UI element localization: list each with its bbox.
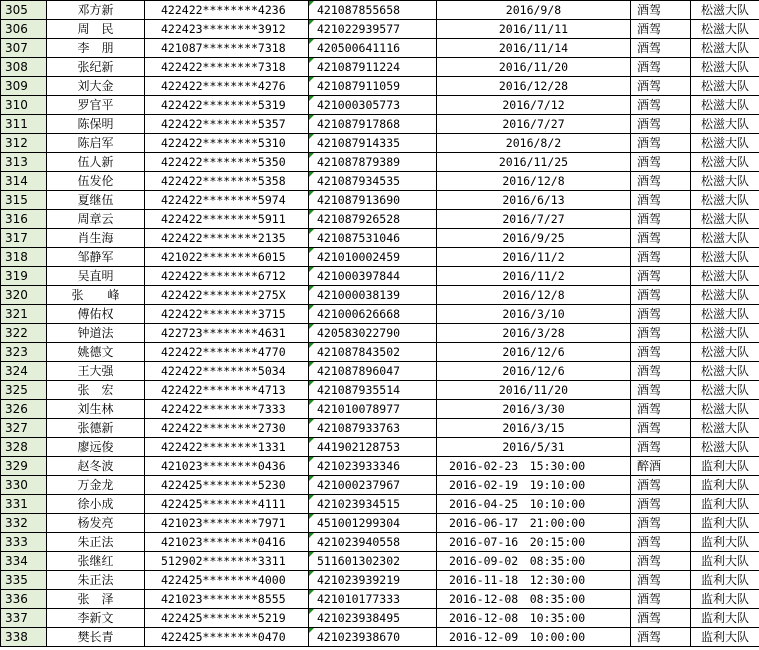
violation-type-cell[interactable]: 酒驾 [631,77,691,96]
name-cell[interactable]: 姚德文 [47,343,145,362]
unit-cell[interactable]: 松滋大队 [691,191,759,210]
name-cell[interactable]: 夏继伍 [47,191,145,210]
id-number-cell[interactable]: 422422********275X [145,286,309,305]
id-number-cell[interactable]: 422422********7333 [145,400,309,419]
unit-cell[interactable]: 监利大队 [691,533,759,552]
date-cell[interactable]: 2016/3/28 [437,324,631,343]
name-cell[interactable]: 周 民 [47,20,145,39]
unit-cell[interactable]: 监利大队 [691,476,759,495]
date-cell[interactable]: 2016/5/31 [437,438,631,457]
name-cell[interactable]: 刘大金 [47,77,145,96]
unit-cell[interactable]: 松滋大队 [691,248,759,267]
row-number-cell[interactable]: 325 [1,381,47,400]
row-number-cell[interactable]: 305 [1,1,47,20]
name-cell[interactable]: 张 泽 [47,590,145,609]
id-number-cell[interactable]: 512902********3311 [145,552,309,571]
row-number-cell[interactable]: 321 [1,305,47,324]
unit-cell[interactable]: 松滋大队 [691,20,759,39]
table-row [1,77,759,96]
violation-type-cell[interactable]: 酒驾 [631,134,691,153]
unit-cell[interactable]: 监利大队 [691,590,759,609]
record-number-cell[interactable]: 421087917868 [309,115,437,134]
unit-cell[interactable]: 松滋大队 [691,96,759,115]
unit-cell[interactable]: 松滋大队 [691,210,759,229]
record-number-cell[interactable]: 421000038139 [309,286,437,305]
id-number-cell[interactable]: 422425********0470 [145,628,309,647]
row-number-cell[interactable]: 331 [1,495,47,514]
date-cell[interactable]: 2016/7/27 [437,115,631,134]
date-cell[interactable]: 2016/12/6 [437,343,631,362]
violation-type-cell[interactable]: 酒驾 [631,153,691,172]
row-number-cell[interactable]: 307 [1,39,47,58]
name-cell[interactable]: 钟道法 [47,324,145,343]
record-number-cell[interactable]: 421087879389 [309,153,437,172]
violation-type-cell[interactable]: 酒驾 [631,191,691,210]
id-number-cell[interactable]: 422422********1331 [145,438,309,457]
name-cell[interactable]: 伍发伦 [47,172,145,191]
name-cell[interactable]: 徐小成 [47,495,145,514]
date-cell[interactable]: 2016-11-18 12:30:00 [437,571,631,590]
table-row [1,457,759,476]
unit-cell[interactable]: 松滋大队 [691,324,759,343]
table-row [1,172,759,191]
table-row [1,628,759,647]
unit-cell[interactable]: 松滋大队 [691,343,759,362]
row-number-cell[interactable]: 323 [1,343,47,362]
row-number-cell[interactable]: 327 [1,419,47,438]
name-cell[interactable]: 傅佑权 [47,305,145,324]
record-number-cell[interactable]: 451001299304 [309,514,437,533]
row-number-cell[interactable]: 328 [1,438,47,457]
unit-cell[interactable]: 松滋大队 [691,362,759,381]
row-number-cell[interactable]: 318 [1,248,47,267]
violation-type-cell[interactable]: 酒驾 [631,476,691,495]
table-row [1,476,759,495]
id-number-cell[interactable]: 422422********5319 [145,96,309,115]
unit-cell[interactable]: 松滋大队 [691,172,759,191]
name-cell[interactable]: 刘生林 [47,400,145,419]
violation-type-cell[interactable]: 酒驾 [631,96,691,115]
violation-type-cell[interactable]: 酒驾 [631,552,691,571]
row-number-cell[interactable]: 333 [1,533,47,552]
name-cell[interactable]: 邹静军 [47,248,145,267]
id-number-cell[interactable]: 422422********4276 [145,77,309,96]
record-number-cell[interactable]: 421010177333 [309,590,437,609]
unit-cell[interactable]: 松滋大队 [691,286,759,305]
id-number-cell[interactable]: 422422********5911 [145,210,309,229]
id-number-cell[interactable]: 422422********4770 [145,343,309,362]
violation-type-cell[interactable]: 酒驾 [631,609,691,628]
table-row [1,362,759,381]
date-cell[interactable]: 2016/12/6 [437,362,631,381]
unit-cell[interactable]: 松滋大队 [691,400,759,419]
date-cell[interactable]: 2016/11/2 [437,267,631,286]
name-cell[interactable]: 张德新 [47,419,145,438]
unit-cell[interactable]: 松滋大队 [691,1,759,20]
violation-type-cell[interactable]: 酒驾 [631,286,691,305]
table-row [1,153,759,172]
table-row [1,552,759,571]
name-cell[interactable]: 李 朋 [47,39,145,58]
unit-cell[interactable]: 监利大队 [691,495,759,514]
date-cell[interactable]: 2016/11/2 [437,248,631,267]
id-number-cell[interactable]: 422422********5310 [145,134,309,153]
date-cell[interactable]: 2016/11/14 [437,39,631,58]
violation-type-cell[interactable]: 酒驾 [631,438,691,457]
violation-type-cell[interactable]: 酒驾 [631,20,691,39]
id-number-cell[interactable]: 422425********4000 [145,571,309,590]
record-number-cell[interactable]: 421087933763 [309,419,437,438]
table-row [1,229,759,248]
violation-type-cell[interactable]: 酒驾 [631,419,691,438]
violation-type-cell[interactable]: 酒驾 [631,248,691,267]
record-number-cell[interactable]: 441902128753 [309,438,437,457]
row-number-cell[interactable]: 320 [1,286,47,305]
id-number-cell[interactable]: 421023********8555 [145,590,309,609]
row-number-cell[interactable]: 336 [1,590,47,609]
record-number-cell[interactable]: 421087913690 [309,191,437,210]
date-cell[interactable]: 2016-06-17 21:00:00 [437,514,631,533]
violation-type-cell[interactable]: 酒驾 [631,343,691,362]
row-number-cell[interactable]: 326 [1,400,47,419]
unit-cell[interactable]: 松滋大队 [691,153,759,172]
record-number-cell[interactable]: 420500641116 [309,39,437,58]
row-number-cell[interactable]: 334 [1,552,47,571]
violation-type-cell[interactable]: 醉酒 [631,457,691,476]
row-number-cell[interactable]: 310 [1,96,47,115]
name-cell[interactable]: 周章云 [47,210,145,229]
table-row [1,438,759,457]
row-number-cell[interactable]: 306 [1,20,47,39]
date-cell[interactable]: 2016/11/20 [437,381,631,400]
table-row [1,134,759,153]
row-number-cell[interactable]: 329 [1,457,47,476]
row-number-cell[interactable]: 309 [1,77,47,96]
record-number-cell[interactable]: 421087855658 [309,1,437,20]
name-cell[interactable]: 廖远俊 [47,438,145,457]
table-row [1,210,759,229]
record-number-cell[interactable]: 421087935514 [309,381,437,400]
table-row [1,286,759,305]
row-number-cell[interactable]: 317 [1,229,47,248]
table-row [1,1,759,20]
table-row [1,191,759,210]
record-number-cell[interactable]: 421010078977 [309,400,437,419]
id-number-cell[interactable]: 422422********7318 [145,58,309,77]
unit-cell[interactable]: 松滋大队 [691,267,759,286]
unit-cell[interactable]: 松滋大队 [691,134,759,153]
name-cell[interactable]: 朱正法 [47,571,145,590]
row-number-cell[interactable]: 330 [1,476,47,495]
unit-cell[interactable]: 松滋大队 [691,77,759,96]
row-number-cell[interactable]: 338 [1,628,47,647]
date-cell[interactable]: 2016/9/8 [437,1,631,20]
id-number-cell[interactable]: 422422********4713 [145,381,309,400]
unit-cell[interactable]: 监利大队 [691,514,759,533]
id-number-cell[interactable]: 422422********5357 [145,115,309,134]
name-cell[interactable]: 张 峰 [47,286,145,305]
date-cell[interactable]: 2016-02-19 19:10:00 [437,476,631,495]
row-number-cell[interactable]: 316 [1,210,47,229]
id-number-cell[interactable]: 421023********0436 [145,457,309,476]
record-number-cell[interactable]: 511601302302 [309,552,437,571]
row-number-cell[interactable]: 322 [1,324,47,343]
table-row [1,514,759,533]
name-cell[interactable]: 陈启军 [47,134,145,153]
row-number-cell[interactable]: 314 [1,172,47,191]
table-row [1,58,759,77]
date-cell[interactable]: 2016/12/8 [437,172,631,191]
record-number-cell[interactable]: 421000237967 [309,476,437,495]
id-number-cell[interactable]: 422422********5034 [145,362,309,381]
id-number-cell[interactable]: 422425********5219 [145,609,309,628]
unit-cell[interactable]: 松滋大队 [691,305,759,324]
date-cell[interactable]: 2016/3/10 [437,305,631,324]
unit-cell[interactable]: 松滋大队 [691,419,759,438]
record-number-cell[interactable]: 421087531046 [309,229,437,248]
id-number-cell[interactable]: 422422********2730 [145,419,309,438]
violation-type-cell[interactable]: 酒驾 [631,210,691,229]
id-number-cell[interactable]: 422422********4236 [145,1,309,20]
record-number-cell[interactable]: 421000626668 [309,305,437,324]
table-row [1,324,759,343]
violation-type-cell[interactable]: 酒驾 [631,58,691,77]
date-cell[interactable]: 2016/8/2 [437,134,631,153]
id-number-cell[interactable]: 421023********0416 [145,533,309,552]
date-cell[interactable]: 2016-12-08 08:35:00 [437,590,631,609]
record-number-cell[interactable]: 421087926528 [309,210,437,229]
violation-type-cell[interactable]: 酒驾 [631,628,691,647]
date-cell[interactable]: 2016/11/11 [437,20,631,39]
date-cell[interactable]: 2016/6/13 [437,191,631,210]
id-number-cell[interactable]: 422422********5350 [145,153,309,172]
date-cell[interactable]: 2016-07-16 20:15:00 [437,533,631,552]
record-number-cell[interactable]: 421087911059 [309,77,437,96]
name-cell[interactable]: 万金龙 [47,476,145,495]
unit-cell[interactable]: 松滋大队 [691,58,759,77]
unit-cell[interactable]: 松滋大队 [691,381,759,400]
unit-cell[interactable]: 松滋大队 [691,39,759,58]
record-number-cell[interactable]: 420583022790 [309,324,437,343]
violation-type-cell[interactable]: 酒驾 [631,229,691,248]
name-cell[interactable]: 赵冬波 [47,457,145,476]
table-row [1,248,759,267]
unit-cell[interactable]: 监利大队 [691,628,759,647]
row-number-cell[interactable]: 313 [1,153,47,172]
date-cell[interactable]: 2016/11/25 [437,153,631,172]
id-number-cell[interactable]: 422422********5974 [145,191,309,210]
violation-type-cell[interactable]: 酒驾 [631,590,691,609]
record-number-cell[interactable]: 421087934535 [309,172,437,191]
record-number-cell[interactable]: 421023934515 [309,495,437,514]
table-row [1,305,759,324]
date-cell[interactable]: 2016/7/27 [437,210,631,229]
name-cell[interactable]: 朱正法 [47,533,145,552]
table-row [1,115,759,134]
id-number-cell[interactable]: 421087********7318 [145,39,309,58]
record-number-cell[interactable]: 421087911224 [309,58,437,77]
unit-cell[interactable]: 监利大队 [691,552,759,571]
date-cell[interactable]: 2016-12-09 10:00:00 [437,628,631,647]
record-number-cell[interactable]: 421000305773 [309,96,437,115]
id-number-cell[interactable]: 422422********2135 [145,229,309,248]
record-number-cell[interactable]: 421010002459 [309,248,437,267]
id-number-cell[interactable]: 422423********3912 [145,20,309,39]
date-cell[interactable]: 2016/7/12 [437,96,631,115]
unit-cell[interactable]: 松滋大队 [691,438,759,457]
violation-type-cell[interactable]: 酒驾 [631,39,691,58]
date-cell[interactable]: 2016-04-25 10:10:00 [437,495,631,514]
violation-type-cell[interactable]: 酒驾 [631,362,691,381]
name-cell[interactable]: 张纪新 [47,58,145,77]
table-row [1,267,759,286]
record-number-cell[interactable]: 421023933346 [309,457,437,476]
date-cell[interactable]: 2016/11/20 [437,58,631,77]
name-cell[interactable]: 王大强 [47,362,145,381]
unit-cell[interactable]: 监利大队 [691,609,759,628]
id-number-cell[interactable]: 422422********5358 [145,172,309,191]
date-cell[interactable]: 2016-09-02 08:35:00 [437,552,631,571]
table-row [1,495,759,514]
violation-type-cell[interactable]: 酒驾 [631,400,691,419]
id-number-cell[interactable]: 422425********4111 [145,495,309,514]
id-number-cell[interactable]: 422723********4631 [145,324,309,343]
record-number-cell[interactable]: 421087843502 [309,343,437,362]
id-number-cell[interactable]: 422425********5230 [145,476,309,495]
row-number-cell[interactable]: 308 [1,58,47,77]
name-cell[interactable]: 杨发亮 [47,514,145,533]
date-cell[interactable]: 2016/9/25 [437,229,631,248]
record-number-cell[interactable]: 421000397844 [309,267,437,286]
date-cell[interactable]: 2016/12/8 [437,286,631,305]
table-row [1,571,759,590]
date-cell[interactable]: 2016-02-23 15:30:00 [437,457,631,476]
name-cell[interactable]: 陈保明 [47,115,145,134]
table-row [1,20,759,39]
row-number-cell[interactable]: 335 [1,571,47,590]
violation-type-cell[interactable]: 酒驾 [631,571,691,590]
table-row [1,419,759,438]
row-number-cell[interactable]: 324 [1,362,47,381]
id-number-cell[interactable]: 421022********6015 [145,248,309,267]
table-row [1,400,759,419]
date-cell[interactable]: 2016/3/15 [437,419,631,438]
name-cell[interactable]: 吴直明 [47,267,145,286]
unit-cell[interactable]: 松滋大队 [691,229,759,248]
table-row [1,609,759,628]
name-cell[interactable]: 伍人新 [47,153,145,172]
violation-type-cell[interactable]: 酒驾 [631,115,691,134]
unit-cell[interactable]: 松滋大队 [691,115,759,134]
id-number-cell[interactable]: 422422********6712 [145,267,309,286]
record-number-cell[interactable]: 421023939219 [309,571,437,590]
row-number-cell[interactable]: 332 [1,514,47,533]
name-cell[interactable]: 张 宏 [47,381,145,400]
id-number-cell[interactable]: 422422********3715 [145,305,309,324]
table-body [1,1,759,647]
violation-type-cell[interactable]: 酒驾 [631,533,691,552]
name-cell[interactable]: 张继红 [47,552,145,571]
row-number-cell[interactable]: 315 [1,191,47,210]
violation-type-cell[interactable]: 酒驾 [631,514,691,533]
row-number-cell[interactable]: 337 [1,609,47,628]
unit-cell[interactable]: 监利大队 [691,457,759,476]
violation-type-cell[interactable]: 酒驾 [631,324,691,343]
table-row [1,343,759,362]
name-cell[interactable]: 邓方新 [47,1,145,20]
row-number-cell[interactable]: 311 [1,115,47,134]
record-number-cell[interactable]: 421022939577 [309,20,437,39]
name-cell[interactable]: 罗官平 [47,96,145,115]
date-cell[interactable]: 2016-12-08 10:35:00 [437,609,631,628]
date-cell[interactable]: 2016/12/28 [437,77,631,96]
unit-cell[interactable]: 监利大队 [691,571,759,590]
violation-type-cell[interactable]: 酒驾 [631,1,691,20]
violation-type-cell[interactable]: 酒驾 [631,381,691,400]
name-cell[interactable]: 李新文 [47,609,145,628]
name-cell[interactable]: 肖生海 [47,229,145,248]
name-cell[interactable]: 樊长青 [47,628,145,647]
record-number-cell[interactable]: 421087896047 [309,362,437,381]
record-number-cell[interactable]: 421087914335 [309,134,437,153]
violation-type-cell[interactable]: 酒驾 [631,267,691,286]
table-row [1,96,759,115]
violation-type-cell[interactable]: 酒驾 [631,172,691,191]
record-number-cell[interactable]: 421023938495 [309,609,437,628]
record-number-cell[interactable]: 421023938670 [309,628,437,647]
violation-type-cell[interactable]: 酒驾 [631,305,691,324]
id-number-cell[interactable]: 421023********7971 [145,514,309,533]
row-number-cell[interactable]: 312 [1,134,47,153]
date-cell[interactable]: 2016/3/30 [437,400,631,419]
record-number-cell[interactable]: 421023940558 [309,533,437,552]
row-number-cell[interactable]: 319 [1,267,47,286]
table-row [1,590,759,609]
violation-type-cell[interactable]: 酒驾 [631,495,691,514]
table-row [1,39,759,58]
table-row [1,533,759,552]
table-row [1,381,759,400]
